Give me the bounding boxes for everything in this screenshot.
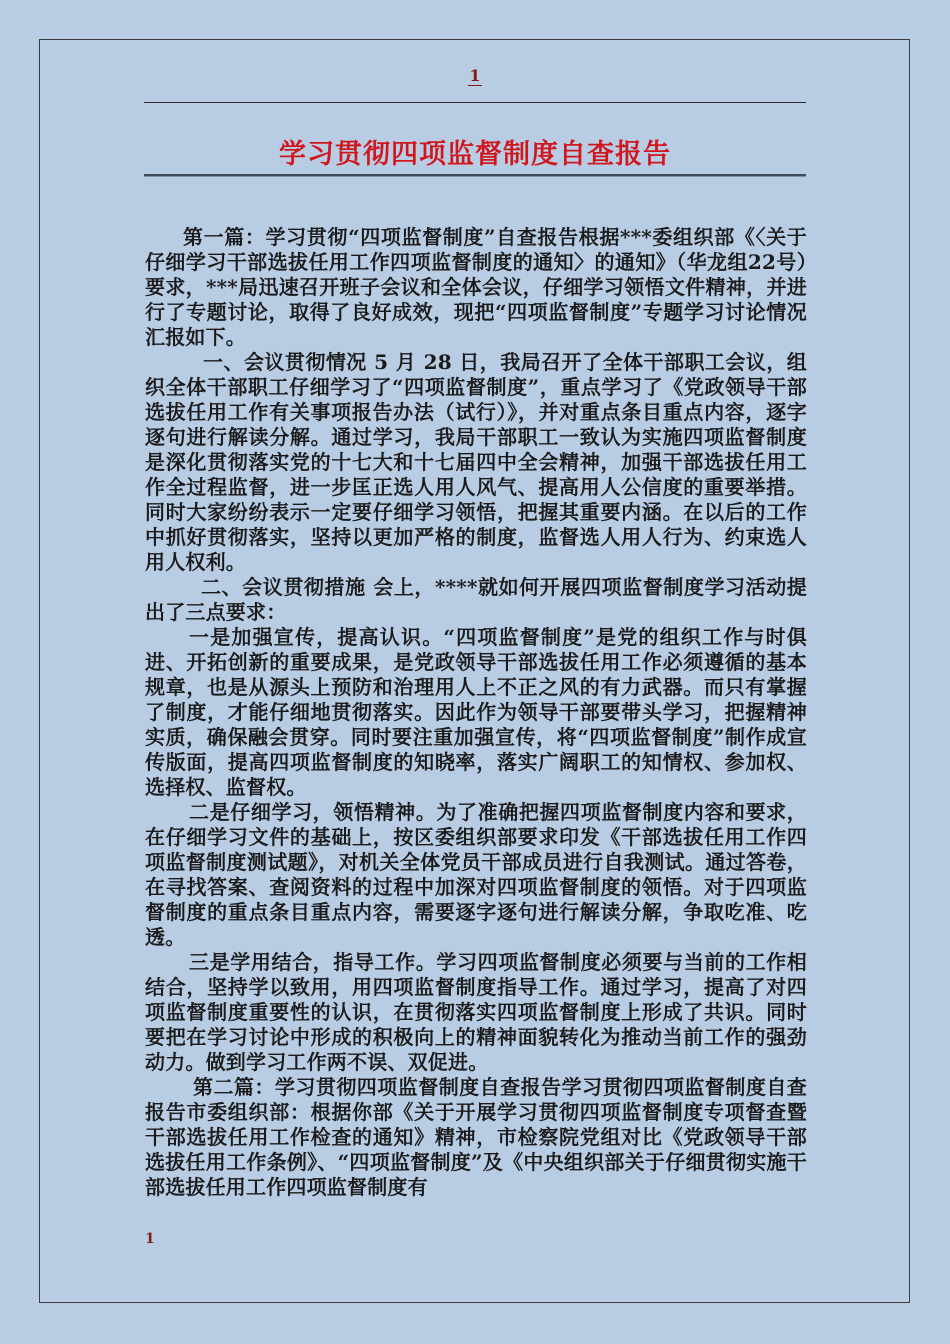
document-body (145, 225, 807, 1200)
paragraph: 三是学用结合，指导工作。学习四项监督制度必须要与当前的工作相结合，坚持学以致用，用四项监督制度指导工作。通过学习，提高了对四项监督制度重要性的认识，在贯彻落实四项监督制度上形成了共识。同时要把在学习讨论中形成的积极向上的精神面貌转化为推动当前工作的强劲动力。做到学习工作两不误、双促进。 (145, 950, 807, 1074)
document-title: 学习贯彻四项监督制度自查报告 (279, 139, 671, 170)
title-divider (144, 174, 806, 176)
paragraph: 第一篇：学习贯彻“四项监督制度”自查报告根据***委组织部《〈关于仔细学习干部选拔任用工作四项监督制度的通知〉的通知》（华龙组22号）要求，***局迅速召开班子会议和全体会议，仔细学习领悟文件精神，并进行了专题讨论，取得了良好成效，现把“四项监督制度”专题学习讨论情况汇报如下。 (145, 225, 807, 349)
header-divider (144, 102, 806, 103)
paragraph: 一、会议贯彻情况 5 月 28 日，我局召开了全体干部职工会议，组织全体干部职工仔细学习了“四项监督制度”，重点学习了《党政领导干部选拔任用工作有关事项报告办法（试行）》，并对重点条目重点内容，逐字逐句进行解读分解。通过学习，我局干部职工一致认为实施四项监督制度是深化贯彻落实党的十七大和十七届四中全会精神，加强干部选拔任用工作全过程监督，进一步匡正选人用人风气、提高用人公信度的重要举措。同时大家纷纷表示一定要仔细学习领悟，把握其重要内涵。在以后的工作中抓好贯彻落实，坚持以更加严格的制度，监督选人用人行为、约束选人用人权利。 (145, 350, 807, 574)
paragraph: 第二篇：学习贯彻四项监督制度自查报告学习贯彻四项监督制度自查报告市委组织部：根据你部《关于开展学习贯彻四项监督制度专项督查暨干部选拔任用工作检查的通知》精神，市检察院党组对比《党政领导干部选拔任用工作条例》、“四项监督制度”及《中央组织部关于仔细贯彻实施干部选拔任用工作四项监督制度有 (145, 1075, 807, 1199)
footer-page-number: 1 (145, 1231, 155, 1247)
paragraph: 二是仔细学习，领悟精神。为了准确把握四项监督制度内容和要求，在仔细学习文件的基础上，按区委组织部要求印发《干部选拔任用工作四项监督制度测试题》，对机关全体党员干部成员进行自我测试。通过答卷，在寻找答案、查阅资料的过程中加深对四项监督制度的领悟。对于四项监督制度的重点条目重点内容，需要逐字逐句进行解读分解，争取吃准、吃透。 (145, 800, 807, 949)
paragraph: 一是加强宣传，提高认识。“四项监督制度”是党的组织工作与时俱进、开拓创新的重要成果，是党政领导干部选拔任用工作必须遵循的基本规章，也是从源头上预防和治理用人上不正之风的有力武器。而只有掌握了制度，才能仔细地贯彻落实。因此作为领导干部要带头学习，把握精神实质，确保融会贯穿。同时要注重加强宣传，将“四项监督制度”制作成宣传版面，提高四项监督制度的知晓率，落实广阔职工的知情权、参加权、选择权、监督权。 (145, 625, 807, 799)
header-page-number: 1 (469, 66, 481, 85)
paragraph: 二、会议贯彻措施 会上，****就如何开展四项监督制度学习活动提出了三点要求： (145, 575, 807, 624)
